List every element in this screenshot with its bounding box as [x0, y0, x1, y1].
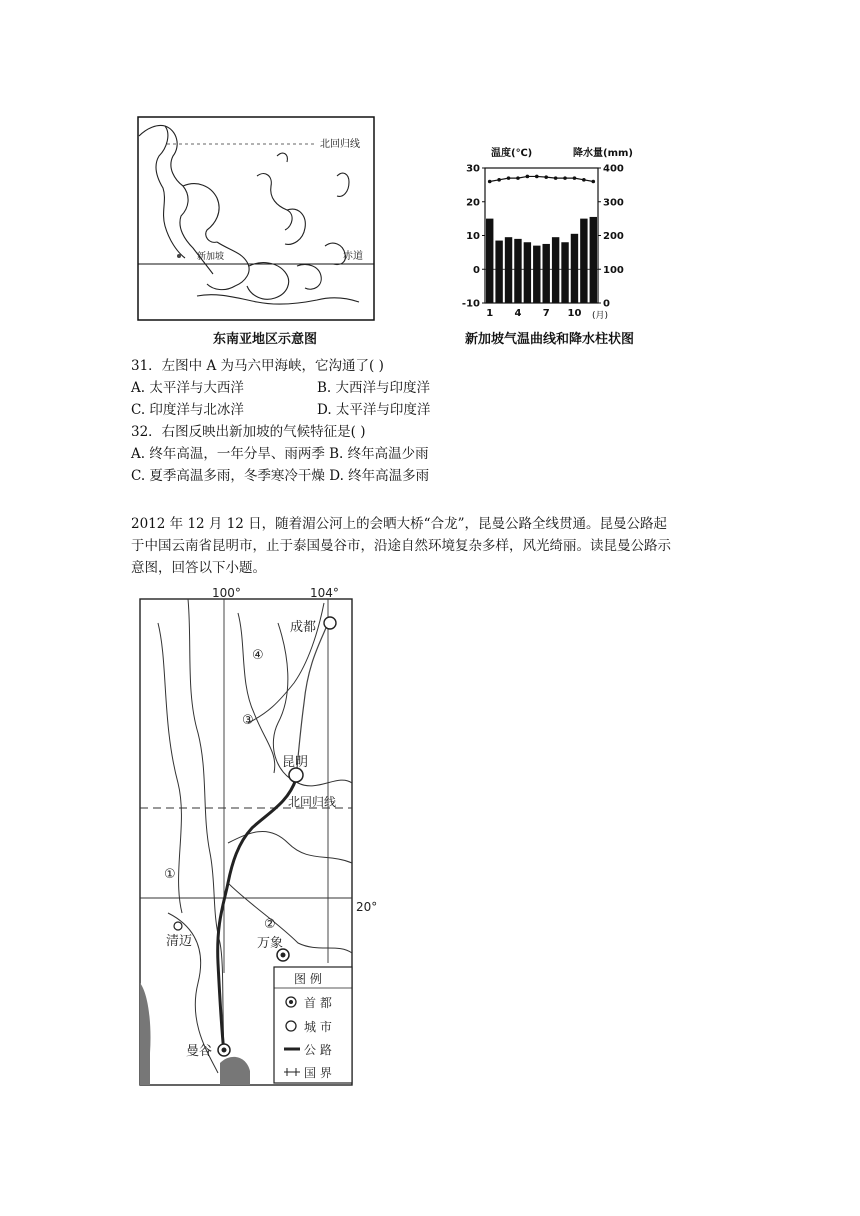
legend-capital: 首 都: [304, 996, 332, 1010]
singapore-label: 新加坡: [197, 252, 225, 262]
kunming-bangkok-highway-map: [128, 583, 378, 1088]
vientiane-label: 万象: [257, 936, 284, 951]
legend-city: 城 市: [304, 1020, 332, 1034]
lon-100-label: 100°: [212, 586, 241, 600]
right-tick-label: 400: [603, 163, 624, 175]
marker-1: ①: [164, 867, 176, 882]
left-axis-title: 温度(℃): [491, 148, 533, 159]
temperature-point: [573, 176, 577, 180]
precip-bar: [552, 237, 559, 303]
left-tick-label: 0: [473, 264, 480, 276]
right-tick-label: 100: [603, 264, 624, 276]
passage-line: 2012 年 12 月 12 日，随着湄公河上的会晒大桥“合龙”，昆曼公路全线贯通。昆曼公路起: [131, 516, 667, 532]
right-tick-label: 300: [603, 197, 624, 209]
temperature-point: [488, 180, 492, 184]
map-legend: [274, 967, 352, 1083]
bangkok-label: 曼谷: [186, 1044, 213, 1059]
legend-highway: 公 路: [304, 1043, 332, 1057]
question-32: [131, 421, 731, 487]
temperature-point: [507, 176, 511, 180]
precip-bar: [505, 237, 512, 303]
question-31: [131, 355, 731, 421]
qingmai-marker: [174, 922, 182, 930]
precip-bar: [571, 234, 578, 303]
left-tick-label: 30: [466, 163, 480, 175]
chengdu-marker: [324, 617, 336, 629]
marker-2: ②: [264, 917, 276, 932]
option-c[interactable]: C. 印度洋与北冰洋: [131, 402, 244, 418]
month-unit-label: (月): [592, 311, 609, 321]
temperature-point: [497, 178, 501, 182]
temperature-point: [554, 176, 558, 180]
precip-bar: [486, 219, 493, 303]
reading-passage: [131, 513, 751, 579]
left-tick-label: 20: [466, 197, 480, 209]
temperature-point: [591, 180, 595, 184]
options-row: [131, 399, 731, 421]
precip-bar: [561, 242, 568, 303]
precip-bar: [590, 217, 597, 303]
question-stem: 32．右图反映出新加坡的气候特征是( ): [131, 424, 366, 440]
passage-line: 于中国云南省昆明市，止于泰国曼谷市，沿途自然环境复杂多样，风光绮丽。读昆曼公路示: [131, 538, 671, 554]
options-row[interactable]: A. 终年高温，一年分旱、雨两季 B. 终年高温少雨: [131, 446, 429, 462]
tropic-label: 北回归线: [288, 795, 337, 809]
qingmai-label: 清迈: [166, 934, 193, 949]
lon-104-label: 104°: [310, 586, 339, 600]
x-tick-label: 1: [486, 308, 494, 319]
temperature-point: [582, 178, 586, 182]
temperature-line: [490, 176, 594, 181]
precip-bar: [514, 239, 521, 303]
left-tick-label: -10: [461, 298, 480, 310]
x-tick-label: 4: [514, 308, 522, 319]
precip-bar: [495, 241, 502, 303]
temperature-point: [544, 175, 548, 179]
kunming-label: 昆明: [282, 755, 309, 770]
right-tick-label: 0: [603, 298, 610, 310]
temperature-point: [526, 175, 530, 179]
right-axis-title: 降水量(mm): [573, 148, 633, 159]
temperature-point: [563, 176, 567, 180]
singapore-climate-chart: [455, 140, 660, 325]
figure2-caption: 新加坡气温曲线和降水柱状图: [465, 332, 635, 347]
figure1-caption: 东南亚地区示意图: [213, 332, 318, 347]
x-tick-label: 10: [567, 308, 582, 319]
option-d[interactable]: D. 太平洋与印度洋: [317, 402, 431, 418]
southeast-asia-map: [137, 116, 375, 321]
question-stem: 31．左图中 A 为马六甲海峡，它沟通了( ): [131, 358, 384, 374]
marker-4: ④: [252, 648, 264, 663]
legend-title: 图 例: [294, 972, 322, 986]
kunming-marker: [289, 768, 303, 782]
precip-bar: [524, 242, 531, 303]
equator-label: 赤道: [343, 251, 363, 262]
precip-bar: [543, 244, 550, 303]
precip-bar: [533, 246, 540, 303]
options-row: [131, 377, 731, 399]
marker-3: ③: [242, 713, 254, 728]
legend-border: 国 界: [304, 1066, 332, 1080]
tropic-label: 北回归线: [320, 139, 360, 150]
option-a[interactable]: A. 太平洋与大西洋: [131, 380, 244, 396]
options-row[interactable]: C. 夏季高温多雨，冬季寒冷干燥 D. 终年高温多雨: [131, 468, 430, 484]
left-tick-label: 10: [466, 231, 480, 242]
right-tick-label: 200: [603, 231, 624, 242]
chengdu-label: 成都: [290, 620, 317, 635]
x-tick-label: 7: [542, 308, 550, 319]
option-b[interactable]: B. 大西洋与印度洋: [317, 380, 431, 396]
passage-line: 意图，回答以下小题。: [131, 560, 266, 576]
temperature-point: [535, 175, 539, 179]
temperature-point: [516, 176, 520, 180]
lat-20-label: 20°: [356, 900, 378, 914]
precip-bar: [580, 219, 587, 303]
